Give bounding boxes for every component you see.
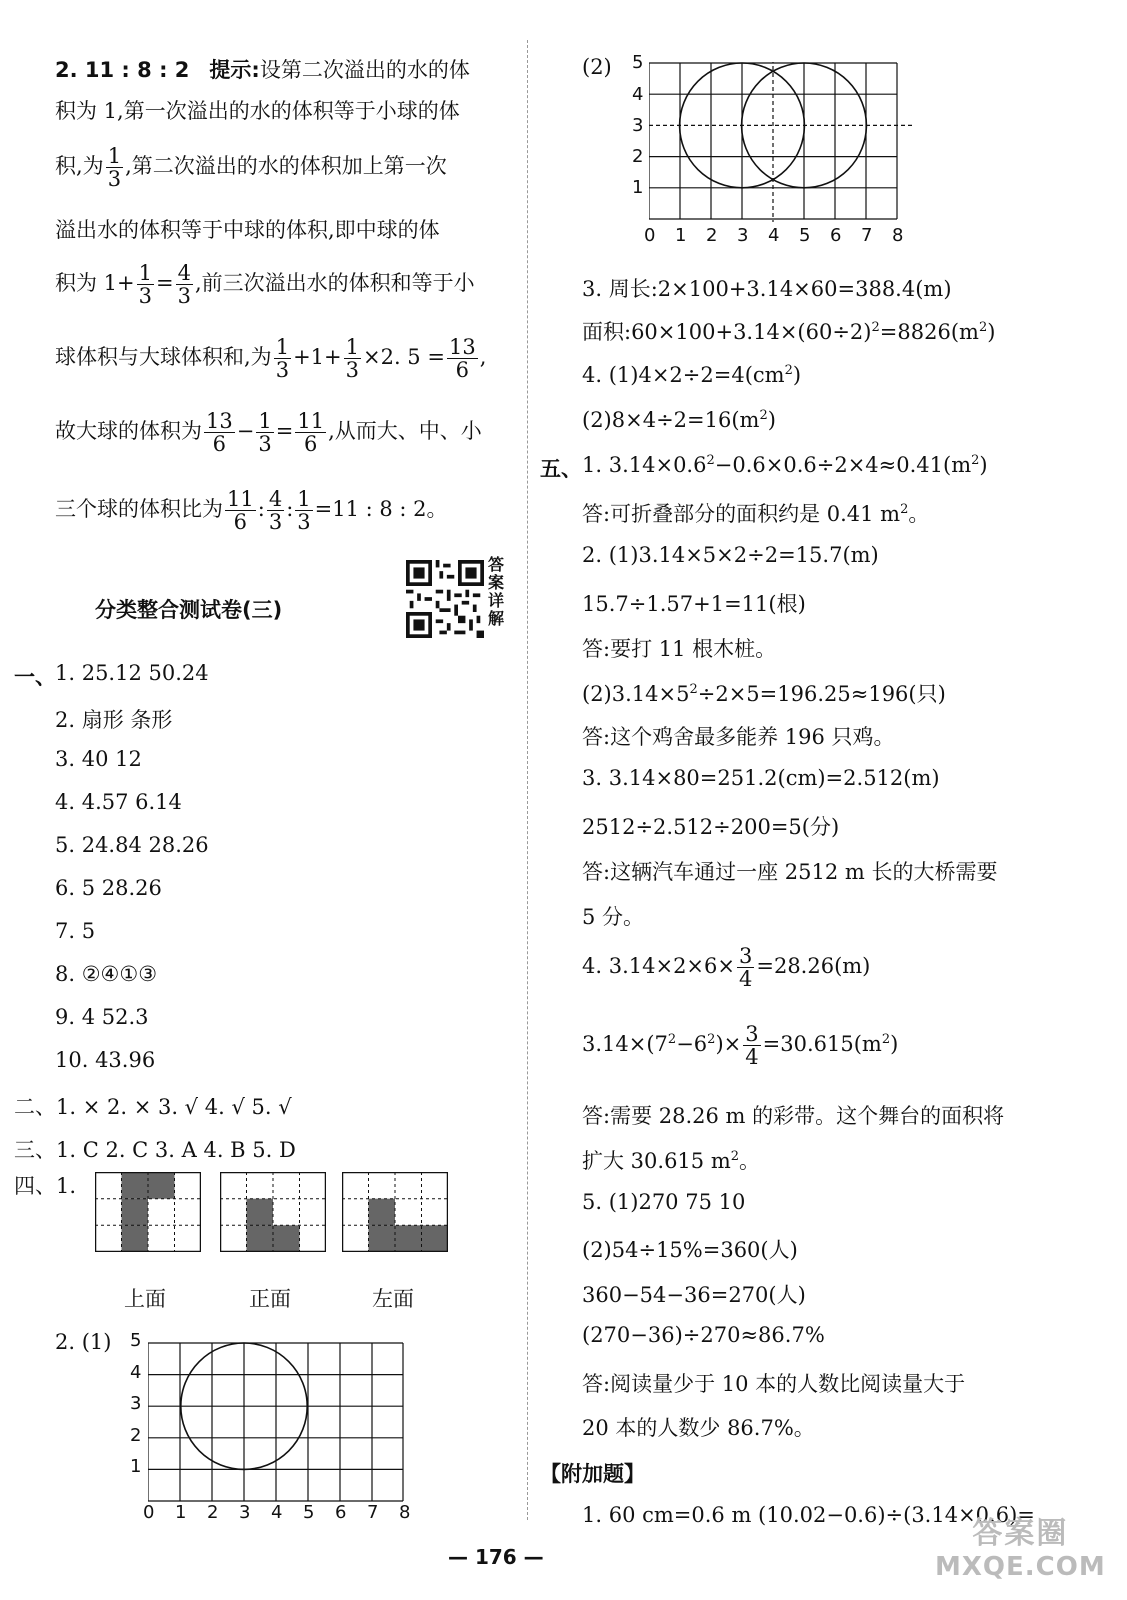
hint-line-3 [55, 145, 447, 190]
answer-item: 5. 24.84 28.26 [55, 833, 209, 857]
hint-line-8 [55, 488, 448, 533]
answer-line [582, 678, 946, 708]
numerator: 11 [227, 487, 254, 511]
numerator: 4 [177, 261, 191, 285]
view-grid-left [342, 1172, 448, 1252]
answer-line [582, 1145, 760, 1175]
numerator: 13 [448, 335, 476, 359]
answer-text: ) [767, 408, 776, 432]
fraction [204, 410, 235, 455]
x-tick-label: 1 [675, 225, 687, 246]
denominator: 6 [233, 510, 248, 535]
hint-line-1 [55, 54, 470, 84]
watermark-text: 答案圈 [972, 1516, 1069, 1551]
fraction [267, 488, 284, 533]
denominator: 3 [258, 432, 272, 457]
superscript: 2 [971, 453, 980, 468]
x-tick-label: 1 [175, 1502, 187, 1523]
hint-text: 设第二次溢出的水的体 [259, 58, 470, 82]
answer-line: 1. 60 cm=0.6 m (10.02−0.6)÷(3.14×0.6)= [582, 1503, 1035, 1527]
column-divider [527, 40, 528, 1520]
fraction [256, 410, 273, 455]
answer-line [582, 498, 929, 528]
part-label: 一、 [14, 665, 56, 689]
answer-line: 2. (1)3.14×5×2÷2=15.7(m) [582, 543, 879, 567]
fraction [295, 410, 326, 455]
answer-text: 1. 3.14×0.6 [582, 453, 707, 477]
hint-text: 积,为 [55, 154, 104, 179]
x-tick-label: 7 [367, 1502, 379, 1523]
superscript: 2 [689, 682, 698, 697]
answer-text: 面积:60×100+3.14×(60÷2) [582, 320, 872, 344]
superscript: 2 [871, 320, 880, 335]
answer-item: 7. 5 [55, 919, 96, 943]
y-tick-label: 1 [130, 1456, 142, 1477]
numerator: 1 [297, 487, 311, 511]
answer-text: ) [979, 453, 988, 477]
answer-text: (2)8×4÷2=16(m [582, 408, 760, 432]
numerator: 3 [745, 1022, 759, 1046]
denominator: 3 [138, 284, 153, 309]
answer-line [582, 453, 988, 477]
bonus-title: 【附加题】 [540, 1462, 645, 1486]
x-tick-label: 2 [207, 1502, 219, 1523]
y-tick-label: 2 [632, 146, 644, 167]
denominator: 6 [455, 358, 469, 383]
hint-text: 三个球的体积比为 [55, 497, 223, 522]
answer-item: 10. 43.96 [55, 1048, 156, 1072]
answer-line: 20 本的人数少 86.7%。 [582, 1416, 815, 1440]
x-tick-label: 8 [399, 1502, 411, 1523]
section-title: 分类整合测试卷(三) [95, 598, 283, 622]
x-tick-label: 8 [892, 225, 904, 246]
answer-line [582, 316, 995, 346]
answer-text: ) [792, 363, 802, 387]
numerator: 13 [206, 409, 233, 433]
answer-text: 扩大 30.615 m [582, 1149, 731, 1173]
numerator: 11 [297, 409, 325, 433]
numerator: 1 [138, 261, 153, 285]
answer-text: 3.14×(7 [582, 1032, 668, 1057]
superscript: 2 [881, 1032, 891, 1048]
x-tick-label: 3 [239, 1502, 251, 1523]
numerator: 1 [258, 409, 272, 433]
answer-text: (2)3.14×5 [582, 682, 690, 706]
fraction [295, 488, 312, 533]
watermark-logo [935, 1508, 1106, 1582]
answer-item: 9. 4 52.3 [55, 1005, 149, 1029]
qr-caption [488, 556, 506, 628]
answer-line: 15.7÷1.57+1=11(根) [582, 592, 806, 616]
hint-text: +1+ [293, 345, 342, 370]
y-tick-label: 3 [632, 115, 644, 136]
denominator: 3 [107, 167, 122, 192]
part-label: 五、 [540, 457, 582, 481]
answer-item: 3. 40 12 [55, 747, 142, 771]
denominator: 3 [275, 358, 290, 383]
denominator: 3 [177, 284, 191, 309]
answer-line: 答:阅读量少于 10 本的人数比阅读量大于 [582, 1372, 966, 1396]
hint-line-6 [55, 336, 486, 381]
answer-item: 6. 5 28.26 [55, 876, 162, 900]
hint-keyword: 提示: [209, 58, 260, 82]
part-3-answers: 三、1. C 2. C 3. A 4. B 5. D [14, 1138, 296, 1162]
y-tick-label: 1 [632, 177, 644, 198]
minus-sign: − [236, 419, 255, 444]
ratio-colon: : [257, 497, 265, 522]
hint-line-2: 积为 1,第一次溢出的水的体积等于小球的体 [55, 99, 460, 123]
hint-text: 球体积与大球体积和,为 [55, 345, 272, 370]
superscript: 2 [759, 408, 768, 423]
answer-line: 答:这辆汽车通过一座 2512 m 长的大桥需要 [582, 860, 998, 884]
x-tick-label: 0 [143, 1502, 155, 1523]
answer-line: 答:要打 11 根木桩。 [582, 637, 777, 661]
superscript: 2 [730, 1149, 740, 1164]
answer-line: 3. 周长:2×100+3.14×60=388.4(m) [582, 277, 952, 301]
superscript: 2 [978, 320, 988, 335]
answer-text: 4. (1)4×2÷2=4(cm [582, 363, 785, 387]
fraction [225, 488, 256, 533]
part-4-label: 四、1. [14, 1174, 77, 1198]
hint-text: ×2. 5 = [363, 345, 445, 370]
answer-line: 答:需要 28.26 m 的彩带。这个舞台的面积将 [582, 1104, 1005, 1128]
answer-item: 1. 25.12 50.24 [55, 661, 209, 685]
part-2-answers: 二、1. × 2. × 3. √ 4. √ 5. √ [14, 1095, 292, 1119]
answer-line: (270−36)÷270≈86.7% [582, 1323, 825, 1347]
superscript: 2 [706, 453, 715, 468]
view-grid-front [220, 1172, 326, 1252]
answer-line: 3. 3.14×80=251.2(cm)=2.512(m) [582, 766, 940, 790]
answer-line: 2512÷2.512÷200=5(分) [582, 815, 840, 839]
answer-text: 。 [739, 1149, 761, 1173]
qr-caption-char: 详 [488, 591, 505, 610]
answer-text: −0.6×0.6÷2×4≈0.41(m [714, 453, 972, 477]
superscript: 2 [900, 502, 909, 517]
denominator: 4 [745, 1045, 759, 1070]
denominator: 3 [268, 510, 283, 535]
view-caption-top: 上面 [124, 1287, 166, 1311]
view-grid-top [95, 1172, 201, 1252]
y-tick-label: 5 [130, 1330, 142, 1351]
view-caption-left: 左面 [372, 1287, 414, 1311]
x-tick-label: 0 [644, 225, 656, 246]
answer-text: =28.26(m) [756, 954, 871, 979]
answer-item: 4. 4.57 6.14 [55, 790, 182, 814]
ratio-colon: : [286, 497, 294, 522]
qr-caption-char: 案 [488, 573, 505, 592]
qr-code-icon[interactable] [406, 560, 484, 638]
coordinate-grid-2 [649, 62, 913, 222]
answer-line [582, 945, 870, 990]
answer-line [582, 363, 801, 387]
fraction [447, 336, 478, 381]
superscript: 2 [707, 1032, 716, 1048]
answer-text: )× [715, 1032, 742, 1057]
x-tick-label: 5 [303, 1502, 315, 1523]
hint-text: =11 : 8 : 2。 [314, 497, 448, 522]
x-tick-label: 2 [706, 225, 718, 246]
question-label: (2) [582, 55, 612, 79]
denominator: 6 [304, 432, 318, 457]
y-tick-label: 4 [632, 84, 644, 105]
answer-text: −6 [676, 1032, 708, 1057]
fraction [344, 336, 361, 381]
fraction [176, 262, 193, 307]
answer-line [582, 1023, 898, 1068]
watermark-text: MXQE.COM [935, 1552, 1106, 1582]
qr-caption-char: 答 [488, 555, 505, 574]
question-label: 2. (1) [55, 1330, 112, 1354]
answer-text: 。 [908, 502, 930, 526]
x-tick-label: 5 [799, 225, 811, 246]
x-tick-label: 4 [768, 225, 780, 246]
fraction [737, 945, 754, 990]
denominator: 3 [345, 358, 359, 383]
hint-text: 积为 1+ [55, 271, 135, 296]
answer-line: (2)54÷15%=360(人) [582, 1238, 798, 1262]
fraction [274, 336, 291, 381]
hint-line-4: 溢出水的体积等于中球的体积,即中球的体 [55, 218, 440, 242]
answer-text: 答:可折叠部分的面积约是 0.41 m [582, 502, 901, 526]
answer-number: 2. 11 : 8 : 2 [55, 58, 190, 82]
answer-line: 5. (1)270 75 10 [582, 1190, 746, 1214]
numerator: 1 [345, 335, 359, 359]
fraction [106, 145, 123, 190]
fraction [743, 1023, 760, 1068]
hint-text: ,第二次溢出的水的体积加上第一次 [125, 154, 447, 179]
answer-line: 360−54−36=270(人) [582, 1283, 806, 1307]
y-tick-label: 5 [632, 52, 644, 73]
answer-line: 答:这个鸡舍最多能养 196 只鸡。 [582, 725, 895, 749]
answer-text: ) [890, 1032, 899, 1057]
equals-sign: = [275, 419, 294, 444]
answer-text: =8826(m [879, 320, 979, 344]
denominator: 4 [738, 967, 753, 992]
hint-text: ,前三次溢出水的体积和等于小 [195, 271, 475, 296]
answer-text: ÷2×5=196.25≈196(只) [697, 682, 946, 706]
superscript: 2 [667, 1032, 677, 1048]
x-tick-label: 4 [271, 1502, 283, 1523]
superscript: 2 [784, 363, 793, 378]
answer-item: 8. ②④①③ [55, 962, 158, 986]
qr-caption-char: 解 [488, 609, 505, 628]
numerator: 3 [738, 944, 753, 968]
view-caption-front: 正面 [249, 1287, 291, 1311]
hint-text: 故大球的体积为 [55, 419, 202, 444]
x-tick-label: 3 [737, 225, 749, 246]
answer-text: ) [987, 320, 996, 344]
equals-sign: = [156, 271, 174, 296]
y-tick-label: 3 [130, 1393, 142, 1414]
x-tick-label: 6 [830, 225, 842, 246]
answer-item: 2. 扇形 条形 [55, 708, 173, 732]
hint-line-7 [55, 410, 482, 455]
x-tick-label: 6 [335, 1502, 347, 1523]
hint-line-5 [55, 262, 475, 307]
y-tick-label: 4 [130, 1362, 142, 1383]
answer-line [582, 408, 776, 432]
answer-line: 5 分。 [582, 905, 645, 929]
denominator: 6 [212, 432, 227, 457]
numerator: 1 [275, 335, 290, 359]
fraction [137, 262, 154, 307]
answer-text: 4. 3.14×2×6× [582, 954, 735, 979]
denominator: 3 [297, 510, 311, 535]
answer-text: =30.615(m [762, 1032, 882, 1057]
coordinate-grid-1 [148, 1342, 404, 1502]
y-tick-label: 2 [130, 1425, 142, 1446]
page-number: — 176 — [448, 1545, 544, 1569]
hint-text: ,从而大、中、小 [328, 419, 482, 444]
x-tick-label: 7 [861, 225, 873, 246]
numerator: 4 [268, 487, 283, 511]
hint-text: , [479, 345, 487, 370]
numerator: 1 [107, 144, 122, 168]
